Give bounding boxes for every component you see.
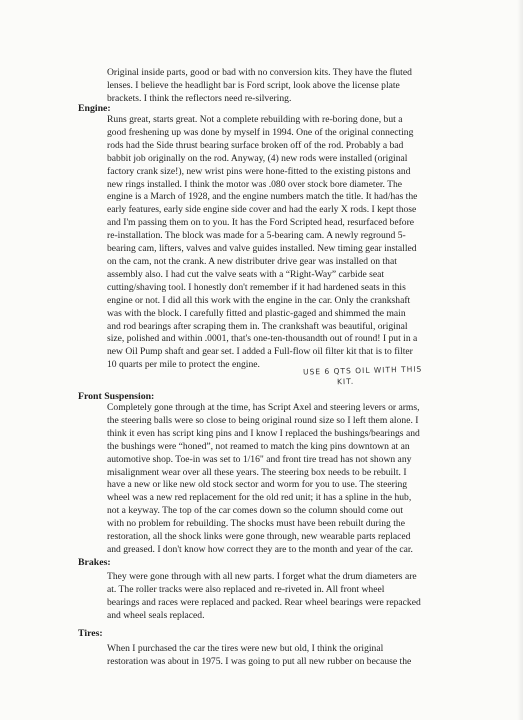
handwritten-note-line2: KIT.: [336, 376, 355, 387]
brakes-heading: Brakes:: [78, 557, 111, 568]
engine-heading: Engine:: [78, 103, 111, 114]
handwritten-note-line1: USE 6 QTS OIL WITH THIS: [302, 364, 423, 377]
engine-paragraph: Runs great, starts great. Not a complete rebuilding with re-boring done, but a good freshening up was done by myself in 1994. One of the original connecting rods had the Side thrust bearing surface broken off of the rod. Probably a bad babbit job originally on the rod. Anyway, (4) new rods were installed (original factory crank size!), new wrist pins were hone-fitted to the existing pistons and new rings installed. I think the motor was .080 over stock bore diameter. The engine is a March of 1928, and the engine numbers match the title. It had/has the early features, early side engine side cover and had the early X rods. I kept those and I'm passing them on to you. It has the Ford Scripted head, resurfaced before re-installation. The block was made for a 5-bearing cam. A newly reground 5- bearing cam, lifters, valves and valve guides installed. New timing gear installed on the cam, not the crank. A new distributer drive gear was installed on that assembly also. I had cut the valve seats with a “Right-Way” carbide seat cutting/shaving tool. I honestly don't remember if it had hardened seats in this engine or not. I did all this work with the engine in the car. Only the crankshaft was with the block. I carefully fitted and plastic-gaged and shimmed the main and rod bearings after scraping them in. The crankshaft was beautiful, original size, polished and within .0001, that's one-ten-thousandth out of round! I put in a new Oil Pump shaft and gear set. I added a Full-flow oil filter kit that is to filter 10 quarts per mile to protect the engine.: [107, 114, 418, 371]
front-suspension-paragraph: Completely gone through at the time, has Script Axel and steering levers or arms, the steering balls were so close to being original round size so I left them alone. I think it even has script king pins and I know I replaced the bushings/bearings and the bushings were “honed”, not reamed to match the king pins downtown at an automotive shop. Toe-in was set to 1/16" and front tire tread has not shown any misalignment wear over all these years. The steering box needs to be rebuilt. I have a new or like new old stock sector and worm for you to use. The steering wheel was a new red replacement for the old red unit; it has a spline in the hub, not a keyway. The top of the car comes down so the column should come out with no problem for rebuilding. The shocks must have been rebuilt during the restoration, all the shock links were gone through, new wearable parts replaced and greased. I don't know how correct they are to the month and year of the car.: [107, 402, 420, 555]
intro-paragraph: Original inside parts, good or bad with no conversion kits. They have the fluted lenses. I believe the headlight bar is Ford script, look above the license plate brackets. I think the reflectors need re-silvering.: [107, 67, 412, 104]
brakes-paragraph: They were gone through with all new parts. I forget what the drum diameters are at. The roller tracks were also replaced and re-riveted in. All front wheel bearings and races were replaced and packed. Rear wheel bearings were repacked and wheel seals replaced.: [107, 571, 421, 621]
front-suspension-heading: Front Suspension:: [78, 391, 155, 402]
tires-heading: Tires:: [78, 628, 103, 639]
scan-edge-shadow: [517, 0, 523, 720]
tires-paragraph: When I purchased the car the tires were new but old, I think the original restoration was about in 1975. I was going to put all new rubber on because the: [107, 643, 412, 667]
